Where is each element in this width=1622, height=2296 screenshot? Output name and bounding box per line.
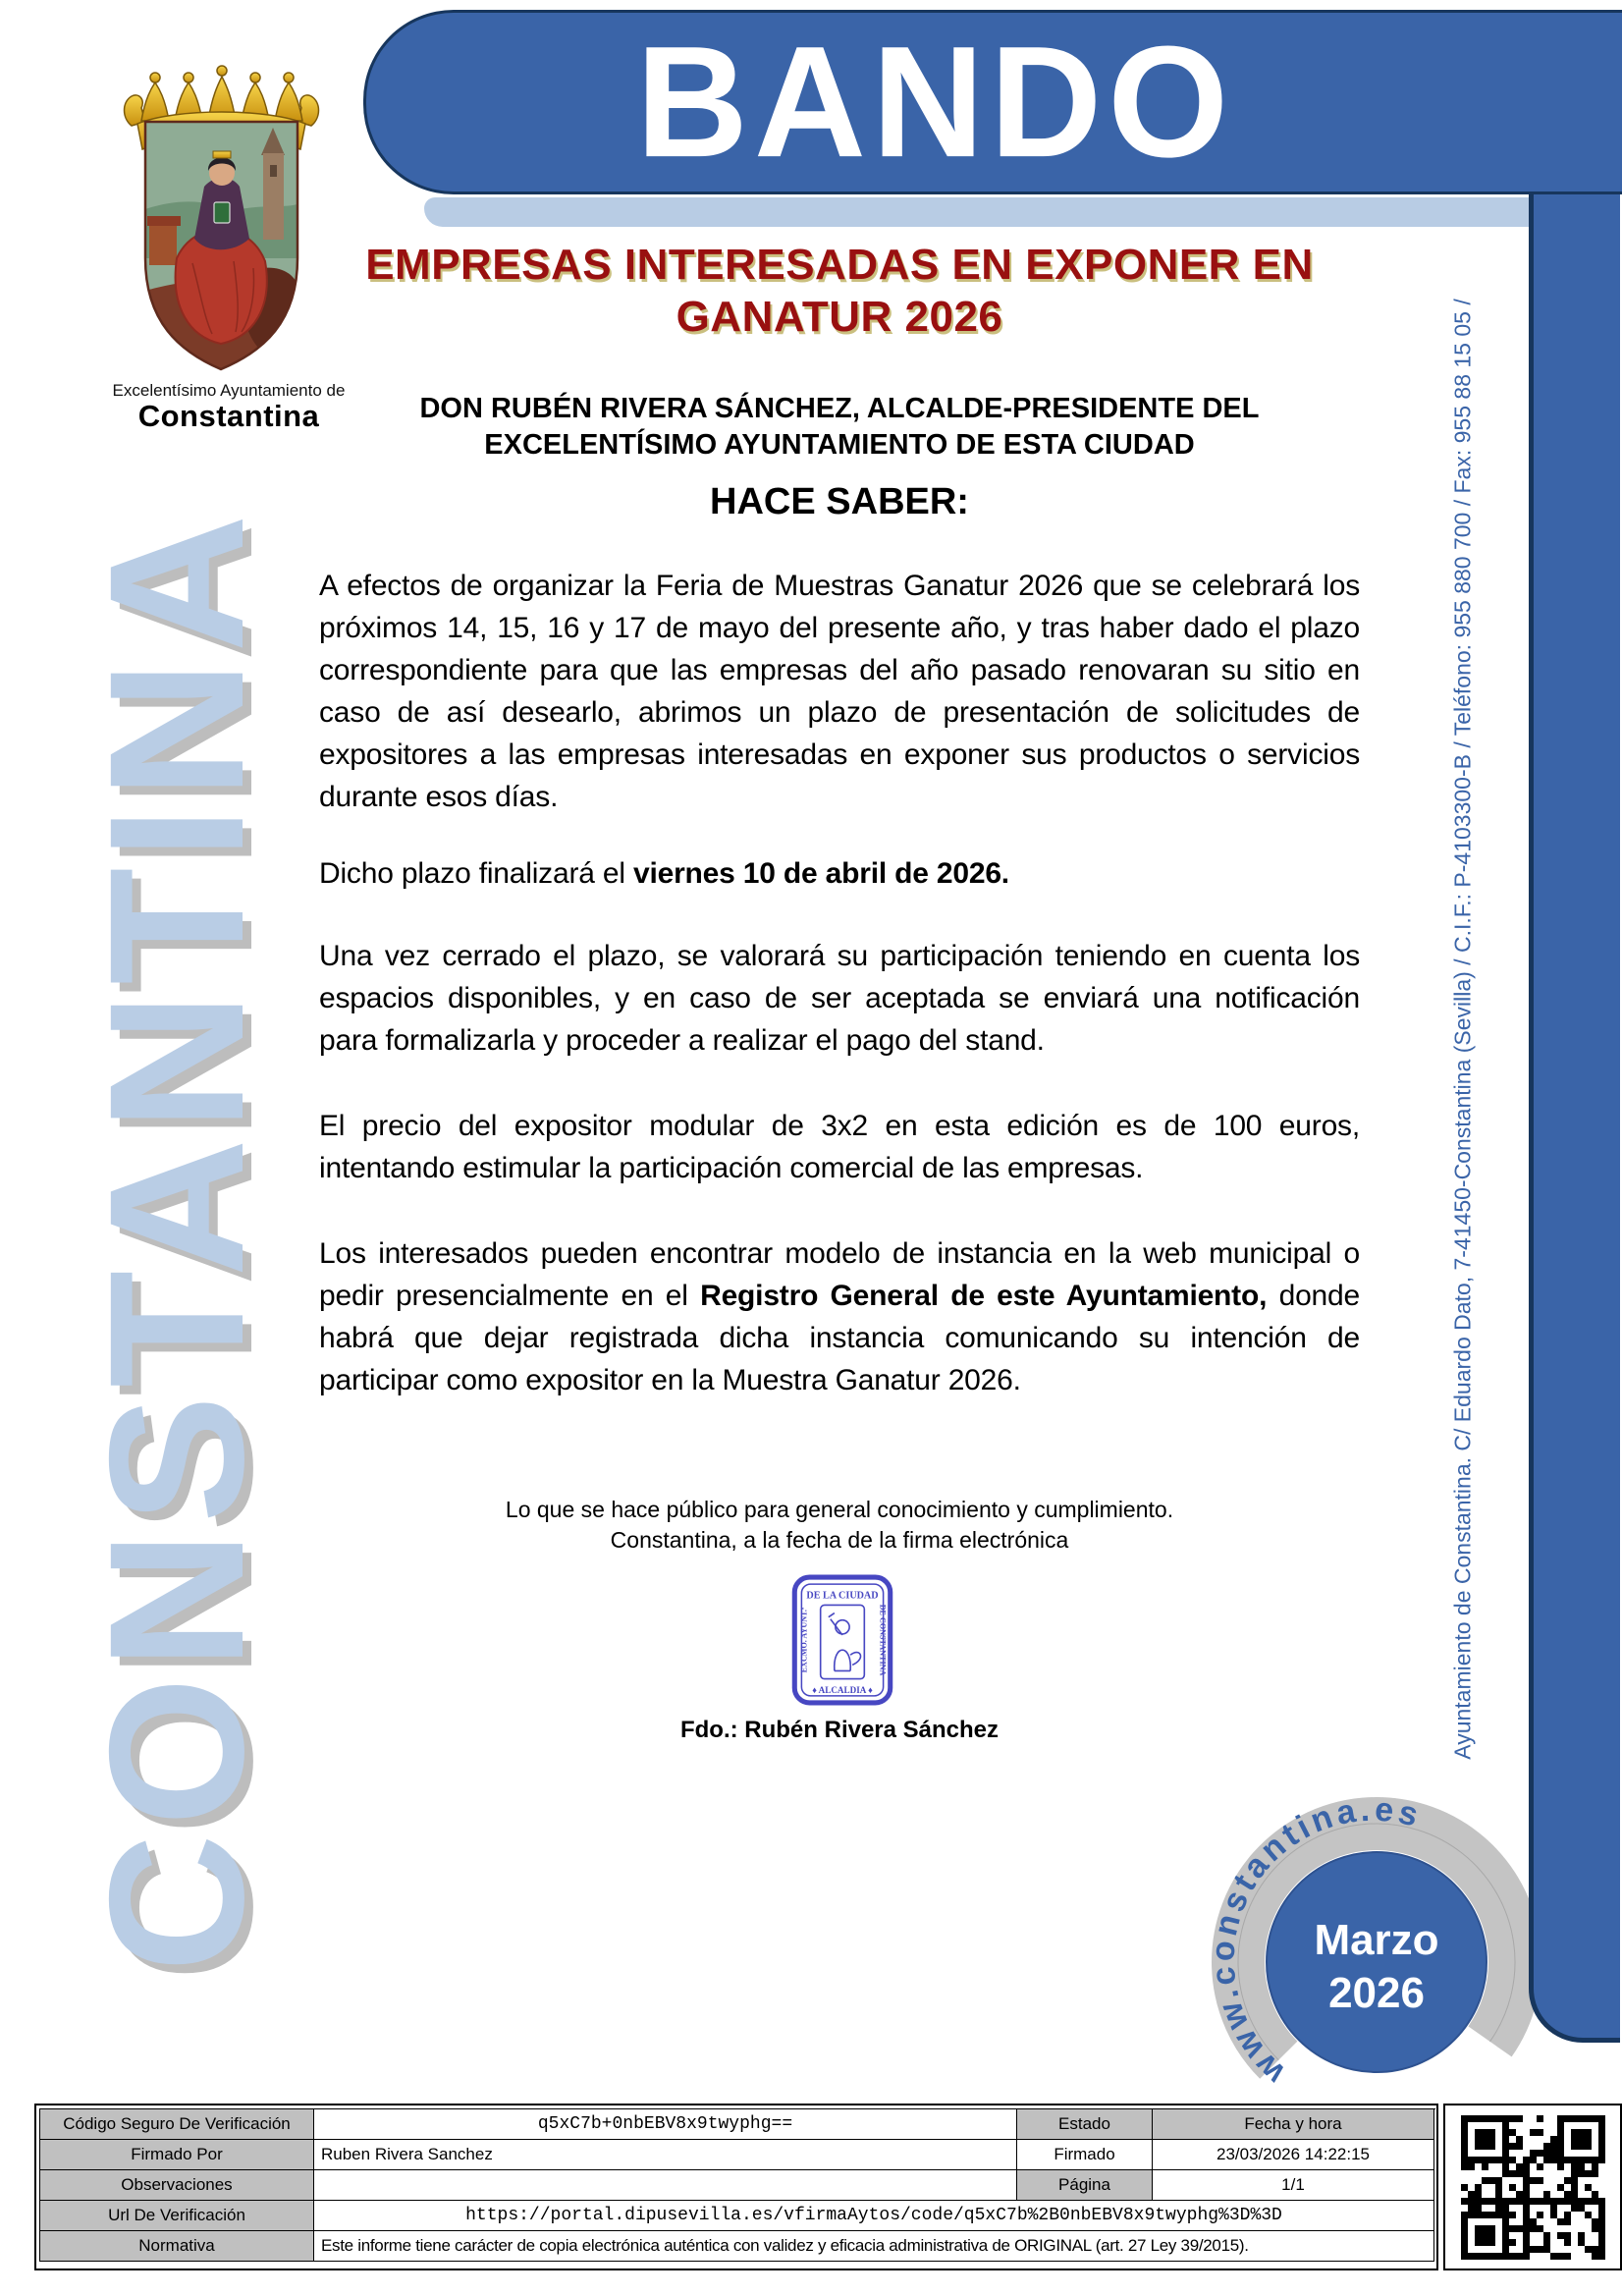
stamp-text-left: EXCMO. AYUNT.ª xyxy=(799,1607,809,1673)
stamp-text-bottom: ♦ ALCALDIA ♦ xyxy=(812,1684,873,1695)
alcaldia-stamp xyxy=(790,1573,894,1707)
badge-year: 2026 xyxy=(1328,1969,1425,2017)
proclamation-heading: HACE SABER: xyxy=(710,481,969,522)
body-paragraph: A efectos de organizar la Feria de Muestras Ganatur 2026 que se celebrará los próximos 14, 15, 16 y 17 de mayo del presente año, y tras haber dado el plazo correspondiente para que las empresas del año pasado renovaran su sitio en caso de así desearlo, abrimos un plazo de presentación de solicitudes de expositores a las empresas interesadas en exponer sus productos o servicios durante esos días. xyxy=(319,570,1360,813)
estado-header: Estado xyxy=(1017,2109,1153,2140)
notice-body xyxy=(319,565,1360,1449)
url-label: Url De Verificación xyxy=(40,2201,314,2231)
body-paragraph: Dicho plazo finalizará el viernes 10 de abril de 2026. xyxy=(319,857,1009,890)
authority-line1: DON RUBÉN RIVERA SÁNCHEZ, ALCALDE-PRESIDENTE DEL xyxy=(419,393,1260,424)
csv-label: Código Seguro De Verificación xyxy=(40,2109,314,2140)
body-paragraph: Una vez cerrado el plazo, se valorará su participación teniendo en cuenta los espacios disponibles, y en caso de ser aceptada se enviará una notificación para formalizarla y proceder a realizar el pago del stand. xyxy=(319,940,1360,1057)
normativa-value: Este informe tiene carácter de copia electrónica auténtica con validez y eficacia administrativa de ORIGINAL (art. 27 Ley 39/2015). xyxy=(314,2231,1434,2262)
firmado-por-value: Ruben Rivera Sanchez xyxy=(314,2140,1017,2170)
closing-block xyxy=(319,1495,1360,1556)
estado-value: Firmado xyxy=(1017,2140,1153,2170)
csv-value: q5xC7b+0nbEBV8x9twyphg== xyxy=(314,2109,1017,2140)
notice-title-line2: GANATUR 2026 xyxy=(676,293,1003,341)
badge-month: Marzo xyxy=(1314,1916,1439,1964)
normativa-label: Normativa xyxy=(40,2231,314,2262)
fecha-value: 23/03/2026 14:22:15 xyxy=(1153,2140,1434,2170)
stamp-text-top: DE LA CIUDAD xyxy=(806,1590,879,1602)
pagina-header: Página xyxy=(1017,2170,1153,2201)
notice-title-line1: EMPRESAS INTERESADAS EN EXPONER EN xyxy=(365,241,1314,289)
website-curved-text: www.constantina.es xyxy=(1204,1790,1426,2092)
stamp-emblem-icon xyxy=(821,1605,865,1678)
pagina-value: 1/1 xyxy=(1153,2170,1434,2201)
url-value: https://portal.dipusevilla.es/vfirmaAytos/code/q5xC7b%2B0nbEBV8x9twyphg%3D%3D xyxy=(314,2201,1434,2231)
firmado-por-label: Firmado Por xyxy=(40,2140,314,2170)
contact-info-vertical: Ayuntamiento de Constantina. C/ Eduardo Dato, 7-41450-Constantina (Sevilla) / C.I.F.: P-4103300-B / Teléfono: 955 880 700 / Fax: 955 88 15 05 / xyxy=(1449,299,1476,1760)
closing-line2: Constantina, a la fecha de la firma electrónica xyxy=(610,1527,1069,1553)
observaciones-value xyxy=(314,2170,1017,2201)
fecha-header: Fecha y hora xyxy=(1153,2109,1434,2140)
notice-title xyxy=(319,239,1360,343)
banner-shadow-strip xyxy=(424,197,1581,227)
constantina-watermark: CONSTANTINA xyxy=(70,506,284,1973)
constantina-coat-of-arms xyxy=(116,27,327,376)
authority-heading xyxy=(319,391,1360,464)
signature-line: Fdo.: Rubén Rivera Sánchez xyxy=(679,1717,1000,1743)
stamp-text-right: DE CONSTANTINA xyxy=(878,1604,888,1676)
closing-line1: Lo que se hace público para general conocimiento y cumplimiento. xyxy=(505,1497,1174,1522)
month-badge xyxy=(1190,1776,1563,2149)
authority-line2: EXCELENTÍSIMO AYUNTAMIENTO DE ESTA CIUDAD xyxy=(484,429,1195,461)
observaciones-label: Observaciones xyxy=(40,2170,314,2201)
shield-image xyxy=(145,122,297,376)
body-paragraph: Los interesados pueden encontrar modelo de instancia en la web municipal o pedir presencialmente en el Registro General de este Ayuntamiento, donde habrá que dejar registrada dicha instancia comunicando su intención de participar como expositor en la Muestra Ganatur 2026. xyxy=(319,1237,1361,1396)
bando-banner xyxy=(363,10,1622,194)
body-paragraph: El precio del expositor modular de 3x2 en esta edición es de 100 euros, intentando estimular la participación comercial de las empresas. xyxy=(319,1110,1360,1184)
bando-title: BANDO xyxy=(635,14,1235,191)
right-blue-band xyxy=(1529,118,1620,2043)
crest-caption-line2: Constantina xyxy=(137,399,320,433)
crest-caption-line1: Excelentísimo Ayuntamiento de xyxy=(112,381,346,400)
